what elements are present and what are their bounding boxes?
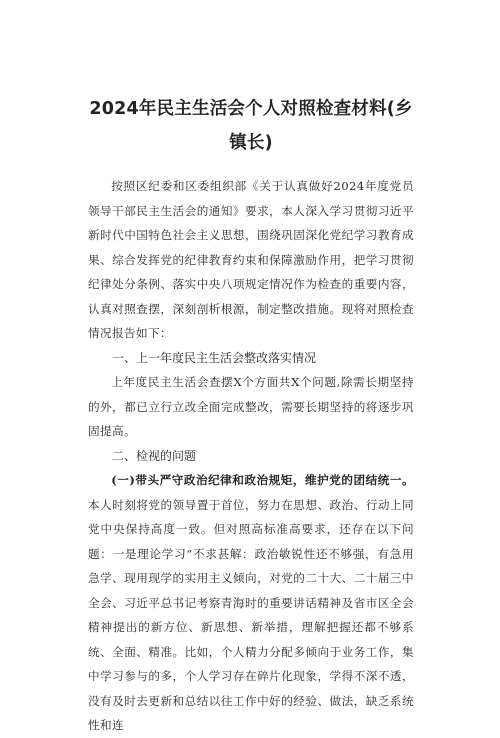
section2-heading: 二、检视的问题 — [112, 448, 197, 463]
section1-heading: 一、上一年度民主生活会整改落实情况 — [112, 350, 317, 365]
subsection1-paragraph — [88, 468, 414, 738]
subsection1-body: 本人时刻将党的领导置于首位，努力在思想、政治、行动上同党中央保持高度一致。但对照高标准高要求，还存在以下问题：一是理论学习“不求甚解：政治敏锐性还不够强，有急用急学、现用现学的实用主义倾向，对党的二十大、二十届三中全会、习近平总书记考察青海时的重要讲话精神及省市区全会精神提出的新方位、新思想、新举措，理解把握还都不够系统、全面、精准。比如，个人精力分配多倾向于业务工作，集中学习参与的多，个人学习存在碎片化现象，学得不深不透，没有及时去更新和总结以往工作中好的经验、做法，缺乏系统性和连 — [88, 497, 414, 732]
intro-paragraph: 按照区纪委和区委组织部《关于认真做好2024年度党员领导干部民主生活会的通知》要求，本人深入学习贯彻习近平新时代中国特色社会主义思想，围绕巩固深化党纪学习教育成果、综合发挥党的纪律教育约束和保障激励作用，把学习贯彻纪律处分条例、落实中央八项规定情况作为检查的重要内容，认真对照查摆，深刻剖析根源，制定整改措施。现将对照检查情况报告如下： — [88, 179, 414, 340]
section1-paragraph: 上年度民主生活会查摆X个方面共X个问题,除需长期坚持的外，都已立行立改全面完成整改，需要长期坚持的将逐步巩固提高。 — [88, 375, 414, 438]
subsection1-lead: (一)带头严守政治纪律和政治规矩，维护党的团结统一。 — [111, 473, 414, 487]
document-title: 2024年民主生活会个人对照检查材料(乡镇长) — [89, 99, 413, 153]
title-spacer — [88, 160, 414, 174]
